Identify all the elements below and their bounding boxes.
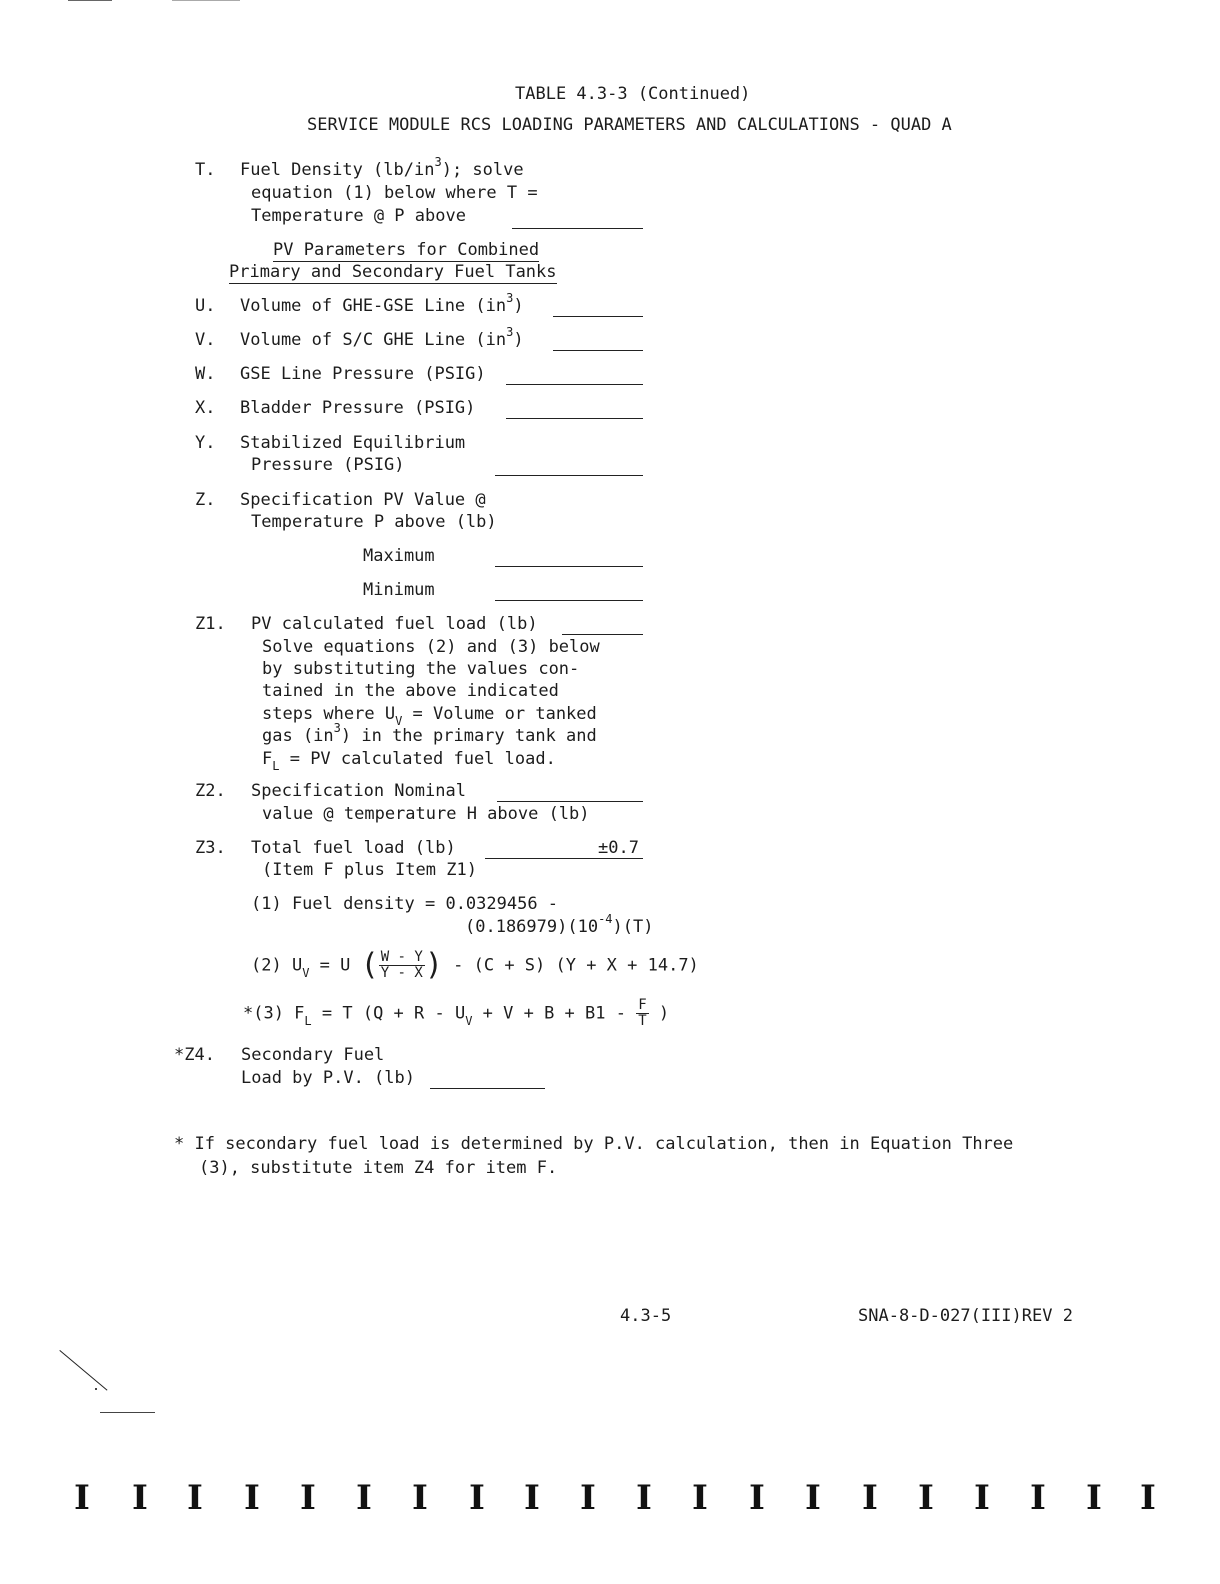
subscript: V	[465, 1013, 473, 1028]
registration-mark: I	[524, 1478, 540, 1518]
item-label-v: V.	[195, 330, 216, 350]
fraction-denominator: T	[638, 1013, 647, 1029]
item-label-y: Y.	[195, 433, 216, 453]
item-v-text	[240, 325, 524, 350]
item-z2-line1: Specification Nominal	[251, 781, 466, 801]
registration-mark: I	[1086, 1478, 1102, 1518]
item-t-line1	[240, 155, 524, 180]
item-label-z: Z.	[195, 490, 216, 510]
section-heading-text2: Primary and Secondary Fuel Tanks	[229, 262, 557, 282]
item-z3-blank[interactable]	[485, 858, 643, 859]
item-z1-line1: PV calculated fuel load (lb)	[251, 614, 538, 634]
registration-mark: I	[1140, 1478, 1156, 1518]
equation-2-fraction	[379, 950, 425, 981]
item-u-text-a: Volume of GHE-GSE Line (in	[240, 296, 507, 316]
superscript: 3	[506, 291, 514, 305]
superscript: -4	[598, 912, 613, 926]
item-u-text	[240, 291, 524, 316]
subscript: L	[272, 759, 280, 773]
table-subtitle: SERVICE MODULE RCS LOADING PARAMETERS AND CALCULATIONS - QUAD A	[307, 115, 952, 135]
item-label-w: W.	[195, 364, 216, 384]
item-z2-line2: value @ temperature H above (lb)	[262, 804, 590, 824]
item-z-line2: Temperature P above (lb)	[251, 512, 497, 532]
registration-mark: I	[74, 1478, 90, 1518]
section-heading-text1: PV Parameters for Combined	[273, 240, 540, 260]
equation-2-prefix: (2) U	[251, 955, 303, 976]
item-z1-line6-a: gas (in	[262, 726, 334, 746]
item-z1-blank[interactable]	[562, 634, 643, 635]
registration-mark: I	[580, 1478, 596, 1518]
item-z1-line5-a: steps where U	[262, 704, 396, 724]
item-z3-tolerance: ±0.7	[598, 838, 639, 858]
section-heading-line1	[273, 240, 539, 260]
item-label-z1: Z1.	[195, 614, 226, 634]
item-z1-line3: by substituting the values con-	[262, 659, 580, 679]
equation-3-mid-b: + V + B + B1 -	[472, 1003, 626, 1024]
item-z3-line1: Total fuel load (lb)	[251, 838, 456, 858]
superscript: 3	[506, 325, 514, 339]
item-label-u: U.	[195, 296, 216, 316]
equation-1-line2	[465, 912, 654, 937]
item-z1-line6-b: ) in the primary tank and	[340, 726, 597, 746]
equation-3-mid-a: = T (Q + R - U	[311, 1003, 466, 1024]
registration-mark: I	[132, 1478, 148, 1518]
item-x-blank[interactable]	[506, 418, 643, 419]
registration-mark: I	[244, 1478, 260, 1518]
item-z1-line5	[262, 704, 597, 728]
item-w-blank[interactable]	[506, 384, 643, 385]
item-y-blank[interactable]	[495, 475, 643, 476]
registration-mark: I	[412, 1478, 428, 1518]
footnote-line1: * If secondary fuel load is determined by P.V. calculation, then in Equation Three	[174, 1134, 1014, 1154]
item-z4-blank[interactable]	[430, 1088, 545, 1089]
document-id: SNA-8-D-027(III)REV 2	[858, 1306, 1073, 1326]
item-z-min-blank[interactable]	[495, 600, 643, 601]
right-paren: )	[424, 947, 443, 983]
equation-1-part-a: (0.186979)(10	[465, 917, 599, 937]
equation-3-prefix: *(3) F	[243, 1003, 305, 1024]
item-u-blank[interactable]	[553, 316, 643, 317]
equation-2	[251, 947, 699, 983]
item-z1-line5-b: = Volume or tanked	[402, 704, 597, 724]
item-v-text-a: Volume of S/C GHE Line (in	[240, 330, 507, 350]
item-t-line2: equation (1) below where T =	[251, 183, 538, 203]
registration-mark: I	[692, 1478, 708, 1518]
item-x-text: Bladder Pressure (PSIG)	[240, 398, 476, 418]
item-z-line1: Specification PV Value @	[240, 490, 486, 510]
equation-2-rest: - (C + S) (Y + X + 14.7)	[453, 955, 699, 976]
fraction-numerator: F	[638, 997, 647, 1013]
item-label-t: T.	[195, 160, 216, 180]
item-y-line2: Pressure (PSIG)	[251, 455, 405, 475]
registration-mark: I	[749, 1478, 765, 1518]
registration-mark: I	[805, 1478, 821, 1518]
item-z-max-blank[interactable]	[495, 566, 643, 567]
equation-3-end: )	[658, 1003, 670, 1024]
item-y-line1: Stabilized Equilibrium	[240, 433, 466, 453]
item-z1-line7-a: F	[262, 749, 273, 769]
page-number: 4.3-5	[620, 1306, 672, 1326]
registration-mark: I	[300, 1478, 316, 1518]
subscript: L	[304, 1013, 312, 1028]
item-label-z2: Z2.	[195, 781, 226, 801]
left-paren: (	[360, 947, 379, 983]
registration-mark: I	[1030, 1478, 1046, 1518]
scan-artifact-dot	[95, 1388, 97, 1390]
scan-artifact-dash	[100, 1412, 155, 1413]
item-z1-line4: tained in the above indicated	[262, 681, 559, 701]
item-z1-line2: Solve equations (2) and (3) below	[262, 637, 600, 657]
item-v-blank[interactable]	[553, 350, 643, 351]
scan-artifact-top-line	[68, 0, 112, 1]
item-z4-line2: Load by P.V. (lb)	[241, 1068, 415, 1088]
table-title: TABLE 4.3-3 (Continued)	[515, 84, 751, 104]
footnote-line2: (3), substitute item Z4 for item F.	[199, 1158, 558, 1178]
item-u-text-b: )	[513, 296, 524, 316]
item-t-text-b: ); solve	[441, 160, 524, 180]
equation-3-fraction	[636, 998, 648, 1029]
fraction-numerator: W - Y	[380, 949, 423, 965]
item-z4-line1: Secondary Fuel	[241, 1045, 385, 1065]
item-z1-line7	[262, 749, 556, 773]
item-label-z3: Z3.	[195, 838, 226, 858]
registration-mark: I	[469, 1478, 485, 1518]
item-z2-blank[interactable]	[497, 801, 643, 802]
registration-mark: I	[918, 1478, 934, 1518]
registration-mark: I	[187, 1478, 203, 1518]
registration-mark: I	[636, 1478, 652, 1518]
scan-artifact-top-line-2	[172, 0, 240, 1]
superscript: 3	[333, 721, 341, 735]
fraction-denominator: Y - X	[380, 965, 423, 981]
item-w-text: GSE Line Pressure (PSIG)	[240, 364, 486, 384]
item-z-max-label: Maximum	[363, 546, 435, 566]
item-v-text-b: )	[513, 330, 524, 350]
equation-2-eq: = U	[309, 955, 351, 976]
item-t-line3: Temperature @ P above	[251, 206, 466, 226]
section-heading-line2	[229, 262, 557, 282]
registration-mark: I	[862, 1478, 878, 1518]
item-z1-line6	[262, 721, 597, 746]
equation-1-line1: (1) Fuel density = 0.0329456 -	[251, 894, 559, 914]
scan-artifact-diagonal	[59, 1350, 107, 1391]
registration-mark: I	[974, 1478, 990, 1518]
subscript: V	[302, 965, 310, 980]
registration-mark: I	[356, 1478, 372, 1518]
equation-3	[243, 998, 669, 1029]
item-t-text-a: Fuel Density (lb/in	[240, 160, 435, 180]
superscript: 3	[434, 155, 442, 169]
subscript: V	[395, 714, 403, 728]
item-z-min-label: Minimum	[363, 580, 435, 600]
equation-1-part-b: )(T)	[612, 917, 654, 937]
item-label-z4: *Z4.	[174, 1045, 215, 1065]
item-z1-line7-b: = PV calculated fuel load.	[279, 749, 556, 769]
item-z3-line2: (Item F plus Item Z1)	[262, 860, 477, 880]
item-label-x: X.	[195, 398, 216, 418]
item-t-blank[interactable]	[512, 228, 643, 229]
